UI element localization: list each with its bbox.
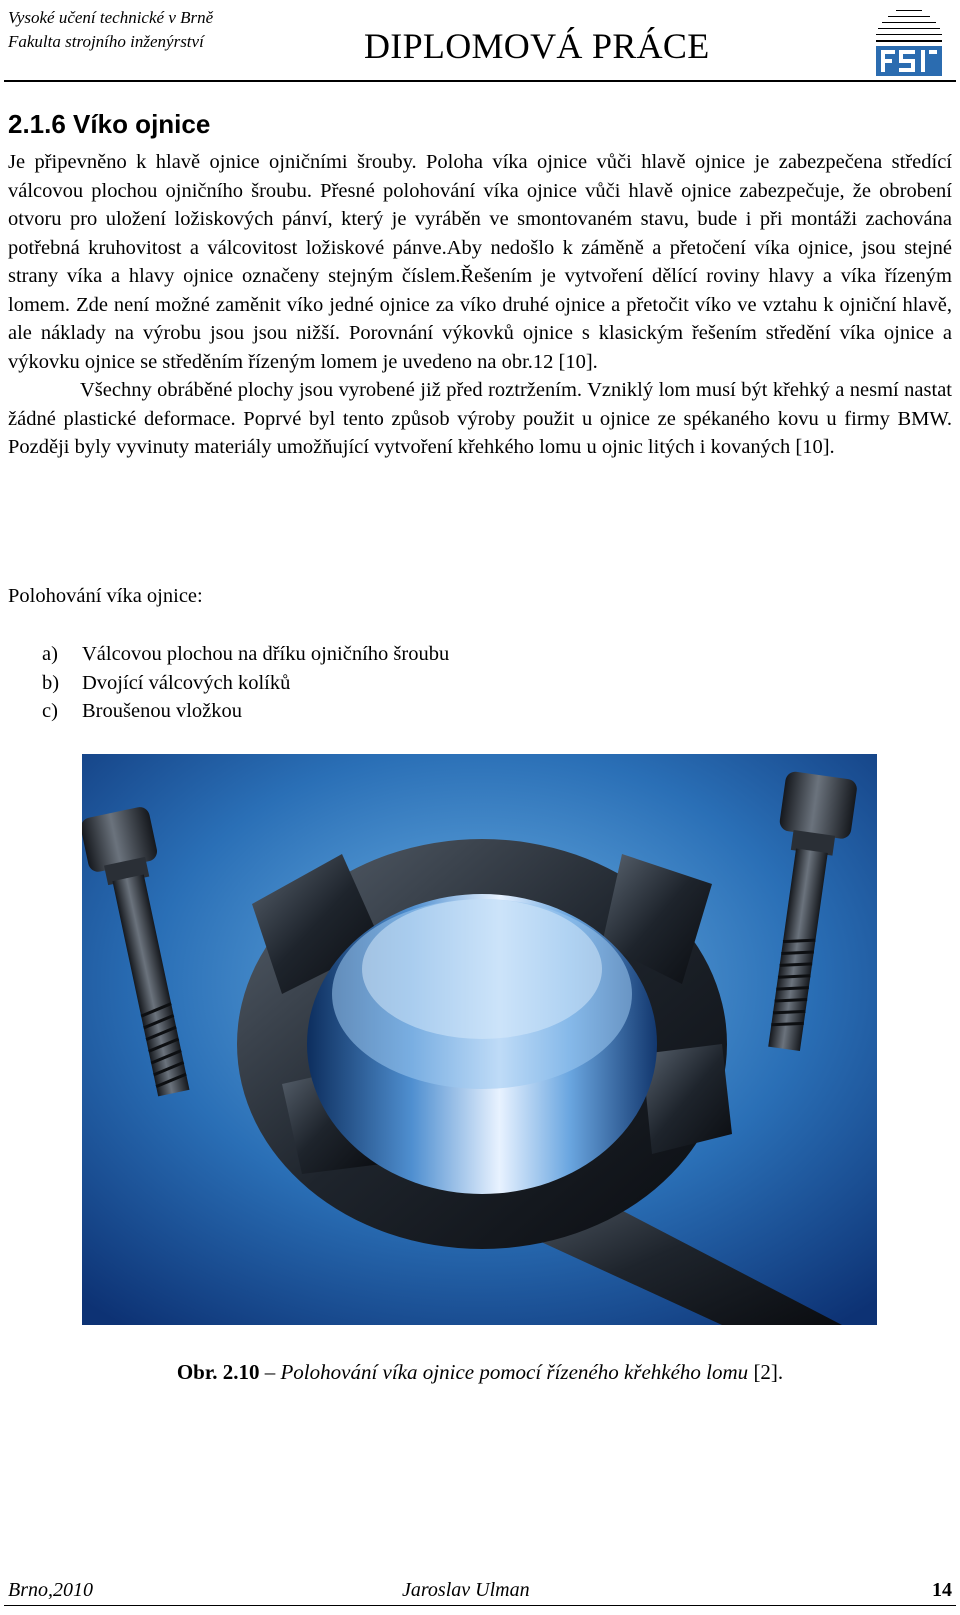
list-intro: Polohování víka ojnice: — [8, 585, 203, 607]
section-title: 2.1.6 Víko ojnice — [8, 109, 211, 139]
header-rule — [4, 80, 956, 82]
paragraph-2: Všechny obráběné plochy jsou vyrobené již před roztržením. Vzniklý lom musí být křehký a nesmí nastat žádné plastické deformace. Poprvé byl tento způsob výroby použit u ojnice ze spékaného kovu u firmy BMW. Později byly vyvinuty materiály umožňující vytvoření křehkého lomu u ojnic litých i kovaných [10]. — [8, 379, 952, 458]
university-block — [8, 6, 213, 54]
footer-place-year: Brno,2010 — [8, 1579, 93, 1601]
figure-reference: [2]. — [748, 1360, 784, 1384]
list-marker: b) — [42, 671, 60, 694]
list-marker: a) — [42, 643, 58, 665]
list-item-text: Válcovou plochou na dříku ojničního šroubu — [82, 643, 450, 665]
positioning-list — [42, 640, 449, 726]
footer-rule — [4, 1605, 956, 1606]
faculty-name: Fakulta strojního inženýrství — [8, 32, 204, 51]
list-item-text: Broušenou vložkou — [82, 700, 242, 722]
figure-caption — [0, 1358, 960, 1386]
figure-dash: – — [259, 1360, 281, 1384]
footer-author: Jaroslav Ulman — [402, 1579, 530, 1601]
page-header — [0, 0, 960, 82]
document-type: DIPLOMOVÁ PRÁCE — [364, 26, 710, 66]
paragraph-1 — [8, 148, 952, 376]
connecting-rod-photo — [82, 754, 877, 1325]
body-text — [8, 148, 952, 462]
figure-label: Obr. 2.10 — [176, 1360, 260, 1384]
university-name: Vysoké učení technické v Brně — [8, 8, 214, 27]
figure-caption-text: Polohování víka ojnice pomocí řízeného křehkého lomu — [280, 1360, 749, 1384]
list-item — [42, 640, 449, 669]
list-item — [42, 669, 449, 698]
list-item — [42, 697, 449, 726]
paragraph-1-part-2: Aby nedošlo k záměně a přetočení víka ojnice, jsou stejné strany víka a hlavy ojnice označeny stejným číslem.Řešením je vytvoření dělící roviny hlavy a víka řízeným lomem. Zde není možné zaměnit víko jedné ojnice za víko druhé ojnice a přetočit víko ve vztahu k ojniční hlavě, ale náklady na výrobu jsou jsou nižší. Porovnání výkovků ojnice s klasickým řešením středění víka ojnice a výkovku ojnice se středěním řízeným lomem je uvedeno na obr.12 [10]. — [8, 236, 953, 373]
list-marker: c) — [42, 700, 58, 722]
paragraph-1-part-1: Je připevněno k hlavě ojnice ojničními šrouby. Poloha víka ojnice vůči hlavě ojnice je zabezpečena středící válcovou plochou ojničního šroubu. Přesné polohování víka ojnice vůči hlavě ojnice zabezpečuje, že obrobení otvoru pro uložení ložiskových pánví, který je vyráběn ve smontovaném stavu, bude i při montáži zachována potřebná kruhovitost a válcovitost ložiskové pánve. — [8, 151, 952, 259]
page-number: 14 — [932, 1579, 952, 1601]
page-footer — [0, 1575, 960, 1605]
fsi-logo-icon — [872, 4, 946, 78]
list-item-text: Dvojící válcových kolíků — [82, 671, 291, 694]
